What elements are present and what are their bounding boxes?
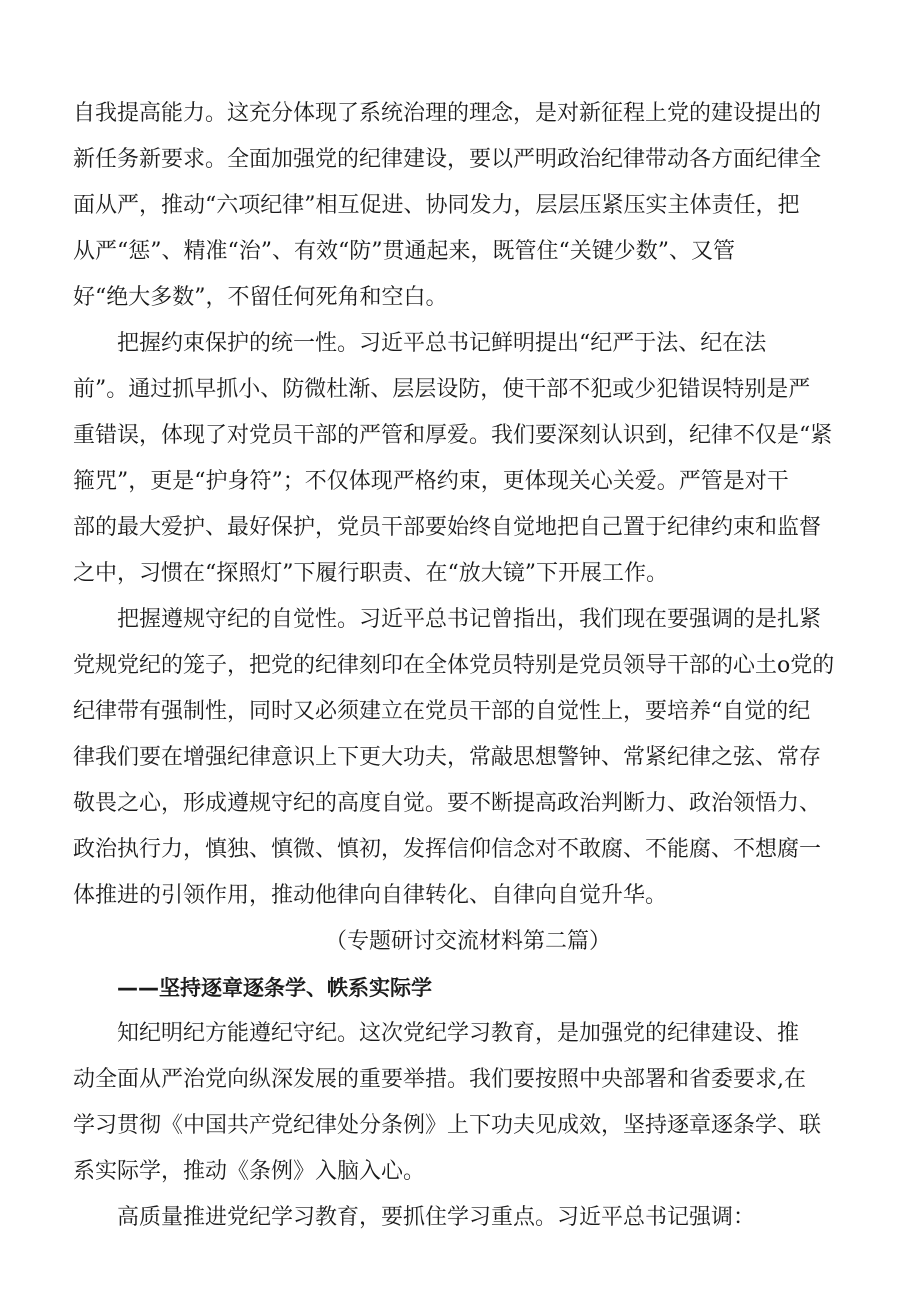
text-line: 新任务新要求。全面加强党的纪律建设，要以严明政治纪律带动各方面纪律全 — [73, 147, 822, 172]
text-line: 好“绝大多数”，不留任何死角和空白。 — [73, 285, 448, 310]
text-line: 面从严，推动“六项纪律”相互促进、协同发力，层层压紧压实主体责任，把 — [73, 193, 800, 218]
text-line: 党规党纪的笼子，把党的纪律刻印在全体党员特别是党员领导干部的心土o党的 — [73, 653, 835, 678]
text-line: 动全面从严治党向纵深发展的重要举措。我们要按照中央部署和省委要求,在 — [73, 1067, 806, 1092]
text-line: 政治执行力，慎独、慎微、慎初，发挥信仰信念对不敢腐、不能腐、不想腐一 — [73, 837, 822, 862]
text-line: 学习贯彻《中国共产党纪律处分条例》上下功夫见成效，坚持逐章逐条学、联 — [73, 1113, 822, 1138]
text-line: 律我们要在增强纪律意识上下更大功夫，常敲思想警钟、常紧纪律之弦、常存 — [73, 745, 822, 770]
text-line: 之中，习惯在“探照灯”下履行职责、在“放大镜”下开展工作。 — [73, 561, 668, 586]
document-body — [73, 91, 863, 1241]
text-line: 从严“惩”、精准“治”、有效“防”贯通起来，既管住“关键少数”、又管 — [73, 239, 735, 264]
text-line: 纪律带有强制性，同时又必须建立在党员干部的自觉性上，要培养“自觉的纪 — [73, 699, 811, 724]
text-line: 高质量推进党纪学习教育，要抓住学习重点。习近平总书记强调： — [117, 1205, 756, 1230]
text-line: 把握约束保护的统一性。习近平总书记鲜明提出“纪严于法、纪在法 — [117, 331, 767, 356]
text-line: 把握遵规守纪的自觉性。习近平总书记曾指出，我们现在要强调的是扎紧 — [117, 607, 822, 632]
text-line: 敬畏之心，形成遵规守纪的高度自觉。要不断提高政治判断力、政治领悟力、 — [73, 791, 822, 816]
text-line: 自我提高能力。这充分体现了系统治理的理念，是对新征程上党的建设提出的 — [73, 101, 822, 126]
paragraph-5 — [73, 1195, 863, 1241]
text-line: 部的最大爱护、最好保护，党员干部要始终自觉地把自己置于纪律约束和监督 — [73, 515, 822, 540]
text-line: 前”。通过抓早抓小、防微杜渐、层层设防，使干部不犯或少犯错误特别是严 — [73, 377, 811, 402]
text-line: 体推进的引领作用，推动他律向自律转化、自律向自觉升华。 — [73, 883, 668, 908]
text-line: 重错误，体现了对党员干部的严管和厚爱。我们要深刻认识到，纪律不仅是“紧 — [73, 423, 833, 448]
paragraph-2 — [73, 321, 863, 597]
paragraph-4 — [73, 1011, 863, 1195]
text-line: 知纪明纪方能遵纪守纪。这次党纪学习教育，是加强党的纪律建设、推 — [117, 1021, 800, 1046]
text-line: 箍咒”，更是“护身符”；不仅体现严格约束，更体现关心关爱。严管是对干 — [73, 469, 789, 494]
section-subtitle: ——坚持逐章逐条学、帙系实际学 — [117, 976, 432, 1000]
paragraph-3 — [73, 597, 863, 919]
paragraph-1 — [73, 91, 863, 321]
section-title: （专题研讨交流材料第二篇） — [324, 929, 611, 954]
text-line: 系实际学，推动《条例》入脑入心。 — [73, 1159, 426, 1184]
